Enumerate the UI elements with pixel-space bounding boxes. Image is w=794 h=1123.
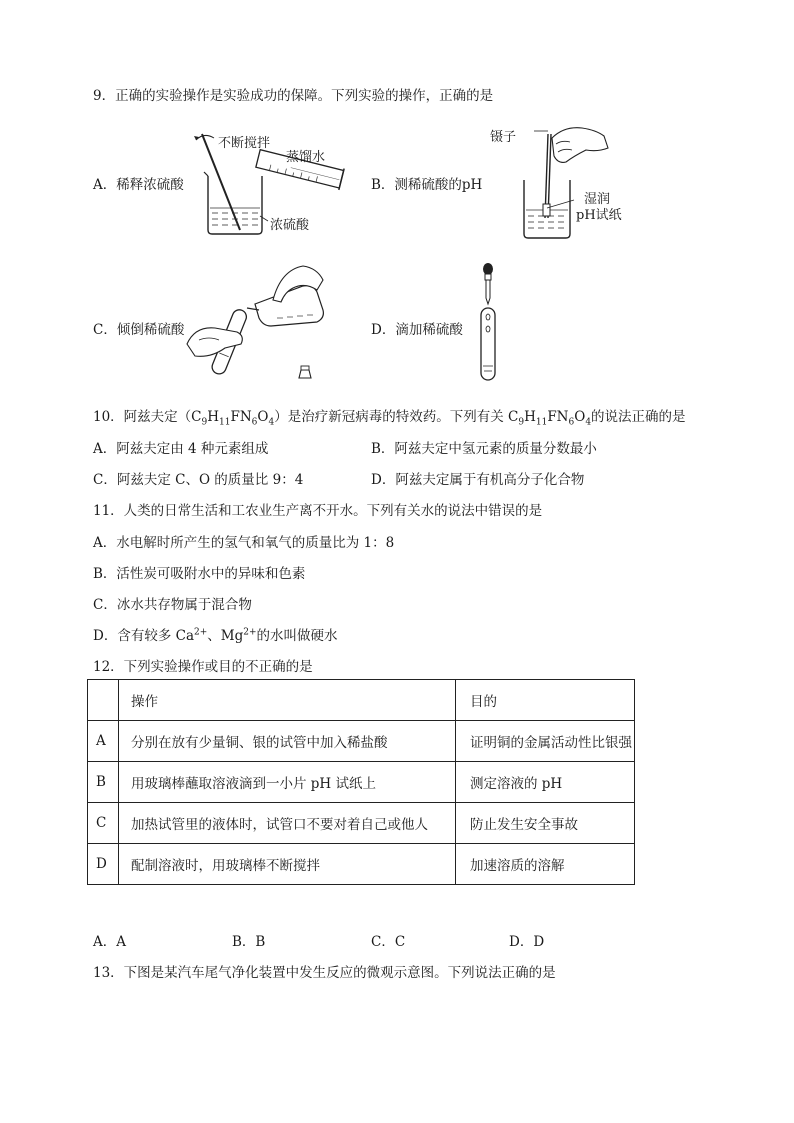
table-cell: 配制溶液时，用玻璃棒不断搅拌	[119, 844, 456, 885]
table-cell: 用玻璃棒蘸取溶液滴到一小片 pH 试纸上	[119, 762, 456, 803]
q12-answer-d: D．D	[509, 934, 545, 950]
q11-stem: 11．人类的日常生活和工农业生产离不开水。下列有关水的说法中错误的是	[93, 503, 543, 519]
table-header-cell: 目的	[456, 680, 635, 721]
table-cell: 分别在放有少量铜、银的试管中加入稀盐酸	[119, 721, 456, 762]
ph-paper-label: pH试纸	[576, 208, 622, 223]
table-cell: C	[88, 803, 119, 844]
q9-option-c: C．倾倒稀硫酸	[93, 322, 185, 338]
table-cell: 证明铜的金属活动性比银强	[456, 721, 635, 762]
table-row	[88, 844, 635, 885]
dropping-figure	[474, 262, 504, 387]
table-header-cell: 操作	[119, 680, 456, 721]
q10-stem: 10．阿兹夫定$(C_9H_{11}FN_6O_4)$是治疗新冠病毒的特效药。下列有关 $C_9H_{11}FN_6O_4$的说法正确的是	[93, 409, 686, 428]
q11-option-b: B．活性炭可吸附水中的异味和色素	[93, 566, 306, 582]
table-cell: B	[88, 762, 119, 803]
table-row	[88, 803, 635, 844]
q9-stem: 9．正确的实验操作是实验成功的保障。下列实验的操作，正确的是	[93, 88, 494, 104]
table-header-cell	[88, 680, 119, 721]
q12-answer-c: C．C	[371, 934, 406, 950]
q10-option-c: C．阿兹夫定 C、O 的质量比 9：4	[93, 472, 304, 488]
table-header-row	[88, 680, 635, 721]
pouring-figure	[185, 260, 335, 385]
q9-option-b: B．测稀硫酸的pH	[371, 177, 483, 193]
tweezers-label: 镊子	[490, 130, 517, 145]
q12-answer-b: B．B	[232, 934, 266, 950]
q12-stem: 12．下列实验操作或目的不正确的是	[93, 659, 313, 675]
concentrated-acid-label: 浓硫酸	[270, 218, 310, 233]
distilled-water-label: 蒸馏水	[286, 150, 326, 165]
q10-option-d: D．阿兹夫定属于有机高分子化合物	[371, 472, 585, 488]
q12-answer-a: A．A	[93, 934, 126, 950]
q12-table	[87, 679, 635, 885]
q11-option-c: C．冰水共存物属于混合物	[93, 597, 252, 613]
table-cell: 测定溶液的 pH	[456, 762, 635, 803]
table-cell: A	[88, 721, 119, 762]
table-cell: 加速溶质的溶解	[456, 844, 635, 885]
table-cell: 防止发生安全事故	[456, 803, 635, 844]
table-row	[88, 721, 635, 762]
stir-label: 不断搅拌	[218, 136, 271, 151]
q9-option-a: A．稀释浓硫酸	[93, 177, 184, 193]
q9-option-d: D．滴加稀硫酸	[371, 322, 463, 338]
table-cell: D	[88, 844, 119, 885]
q10-option-a: A．阿兹夫定由 4 种元素组成	[93, 441, 269, 457]
ph-test-figure	[512, 122, 622, 242]
table-row	[88, 762, 635, 803]
table-cell: 加热试管里的液体时，试管口不要对着自己或他人	[119, 803, 456, 844]
q10-option-b: B．阿兹夫定中氢元素的质量分数最小	[371, 441, 597, 457]
wet-label: 湿润	[584, 192, 611, 207]
q11-option-a: A．水电解时所产生的氢气和氧气的质量比为 1：8	[93, 535, 395, 551]
q13-stem: 13．下图是某汽车尾气净化装置中发生反应的微观示意图。下列说法正确的是	[93, 965, 556, 981]
q11-option-d: D．含有较多 $Ca^{2+}$、$Mg^{2+}$的水叫做硬水	[93, 627, 338, 644]
